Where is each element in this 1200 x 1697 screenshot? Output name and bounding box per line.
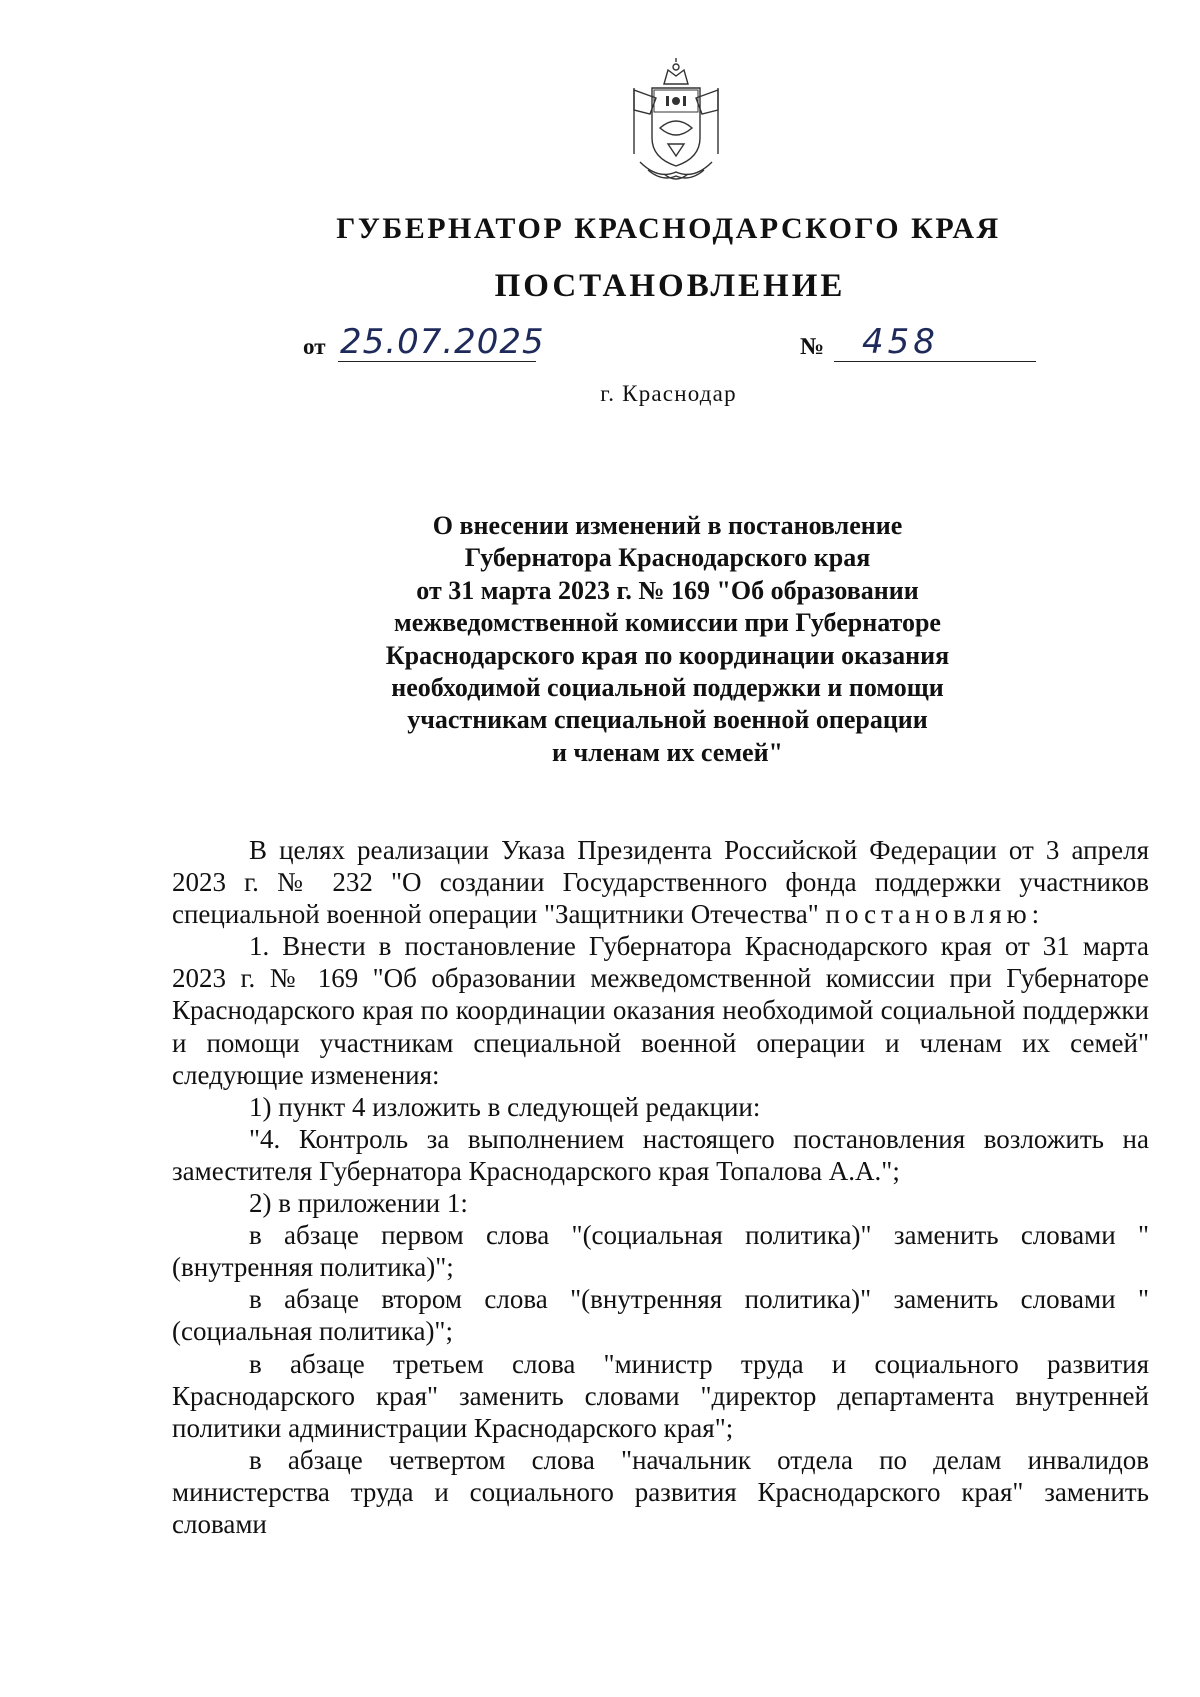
title-line: О внесении изменений в постановление: [432, 511, 903, 540]
document-body: [172, 834, 1149, 1540]
body-paragraph: 1) пункт 4 изложить в следующей редакции:: [249, 1091, 761, 1122]
coat-of-arms-icon: [620, 58, 732, 186]
handwritten-date: 25.07.2025: [340, 322, 545, 362]
title-line: участникам специальной военной операции: [407, 705, 928, 735]
preamble-text: В целях реализации Указа Президента Российской Федерации от 3 апреля 2023 г. № 232 "О создании Государственного фонда поддержки участников специальной военной операции "Защитники Отечества": [172, 835, 1149, 930]
body-paragraph: в абзаце первом слова "(социальная политика)" заменить словами "(внутренняя политика)";: [172, 1220, 1149, 1283]
body-paragraph: в абзаце втором слова "(внутренняя политика)" заменить словами "(социальная политика)";: [172, 1284, 1149, 1347]
title-line: от 31 марта 2023 г. № 169 "Об образовании: [416, 575, 919, 605]
preamble-paragraph: [172, 834, 1149, 930]
number-underline: [834, 361, 1036, 362]
document-type: ПОСТАНОВЛЕНИЕ: [494, 268, 846, 304]
number-prefix: №: [800, 334, 825, 360]
title-line: межведомственной комиссии при Губернаторе: [394, 608, 941, 638]
body-paragraph: 2) в приложении 1:: [249, 1188, 468, 1219]
title-line: Краснодарского края по координации оказания: [385, 640, 950, 670]
body-paragraph: в абзаце четвертом слова "начальник отдела по делам инвалидов министерства труда и социального развития Краснодарского края" заменить словами: [172, 1444, 1149, 1539]
body-paragraph: 1. Внести в постановление Губернатора Краснодарского края от 31 марта 2023 г. № 169 "Об образовании межведомственной комиссии при Губернаторе Краснодарского края по координации оказания необходимой социальной поддержки и помощи участникам специальной военной операции и членам их семей" следующие изменения:: [172, 931, 1149, 1090]
body-paragraph: "4. Контроль за выполнением настоящего постановления возложить на заместителя Губернатора Краснодарского края Топалова А.А.";: [172, 1123, 1149, 1186]
resolve-word: постановляю:: [825, 899, 1045, 930]
title-line: Губернатора Краснодарского края: [464, 543, 871, 573]
date-prefix: от: [303, 334, 326, 359]
body-paragraph: в абзаце третьем слова "министр труда и социального развития Краснодарского края" заменить словами "директор департамента внутренней политики администрации Краснодарского края";: [172, 1348, 1149, 1443]
title-line: и членам их семей": [551, 737, 783, 767]
city-line: г. Краснодар: [600, 381, 737, 406]
document-title: [300, 510, 1035, 769]
handwritten-number: 458: [862, 322, 939, 362]
issuing-authority: ГУБЕРНАТОР КРАСНОДАРСКОГО КРАЯ: [336, 212, 1001, 245]
date-underline: [338, 361, 536, 362]
title-line: необходимой социальной поддержки и помощи: [391, 673, 944, 703]
